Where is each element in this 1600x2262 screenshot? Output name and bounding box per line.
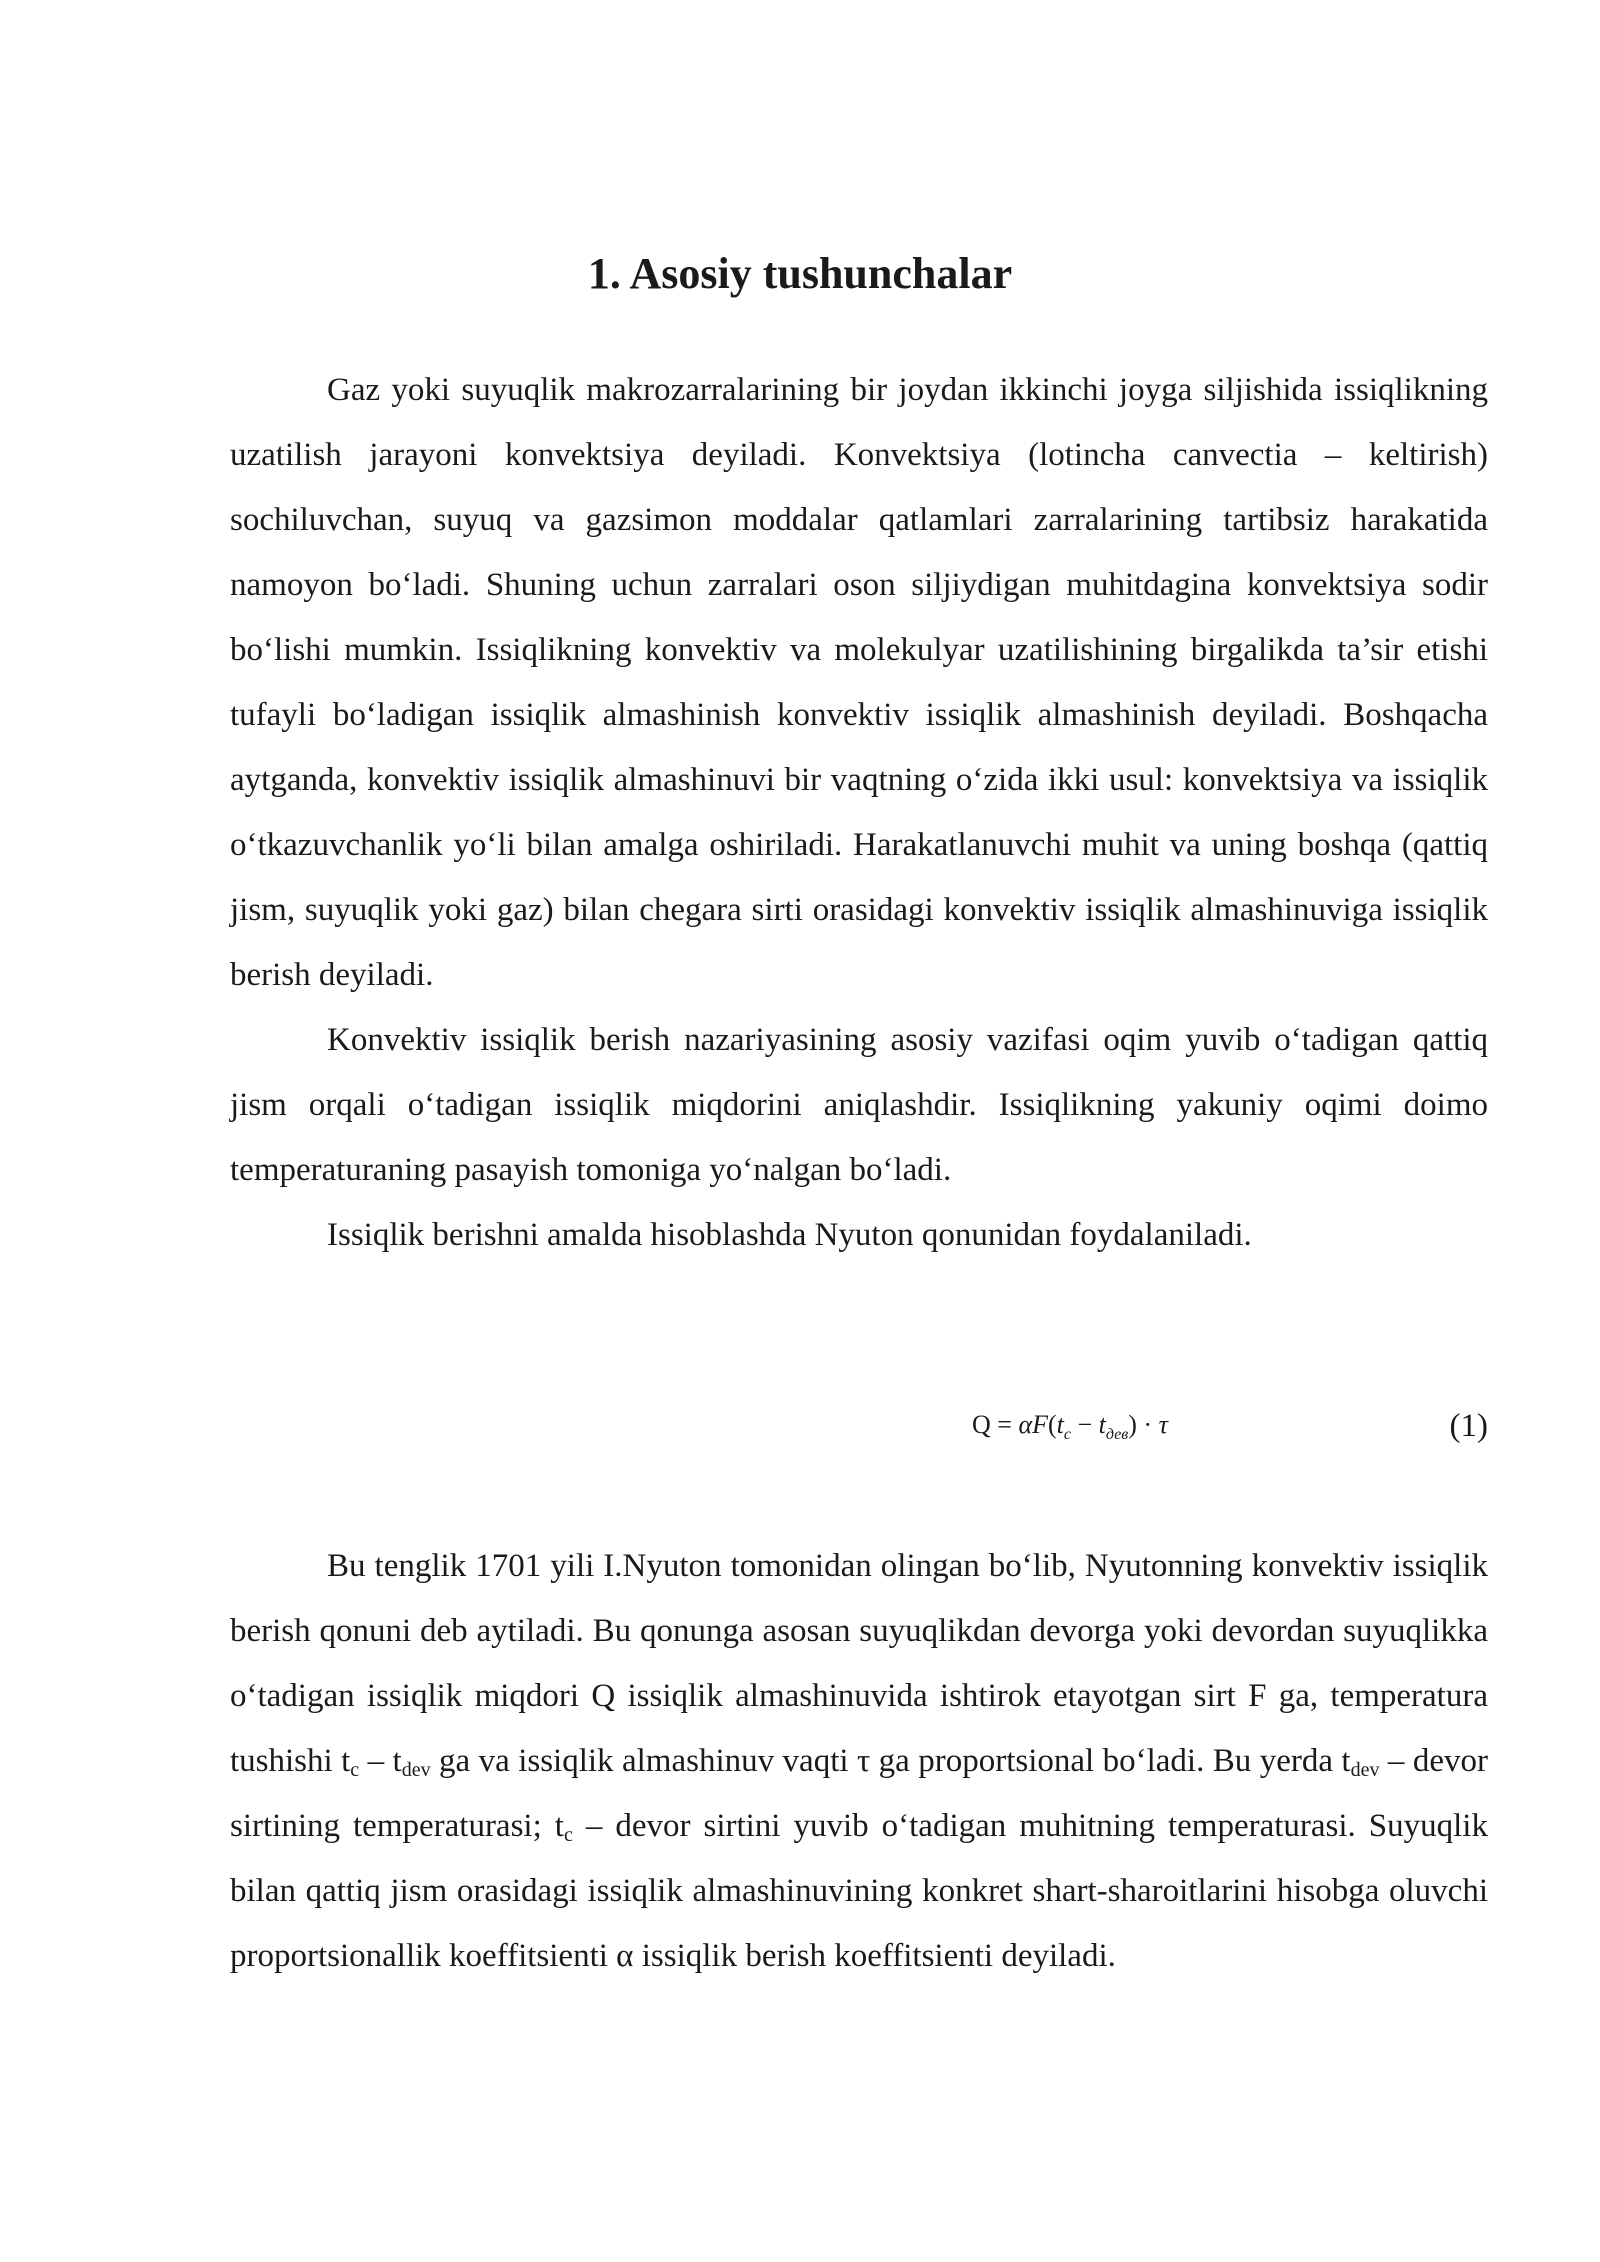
intro-text-block <box>230 358 1488 1268</box>
section-title: 1. Asosiy tushunchalar <box>587 249 1013 298</box>
newton-formula <box>230 1398 1488 1458</box>
paragraph-newton-law-intro: Issiqlik berishni amalda hisoblashda Nyuton qonunidan foydalaniladi. <box>327 1217 1252 1253</box>
paragraph-theory-task: Konvektiv issiqlik berish nazariyasining asosiy vazifasi oqim yuvib o‘tadigan qattiq jism orqali o‘tadigan issiqlik miqdorini aniqlashdir. Issiqlikning yakuniy oqimi doimo temperaturaning pasayish tomoniga yo‘nalgan bo‘ladi. <box>230 1022 1488 1188</box>
paragraph-convection-definition: Gaz yoki suyuqlik makrozarralarining bir joydan ikkinchi joyga siljishida issiqlikning uzatilish jarayoni konvektsiya deyiladi. Konvektsiya (lotincha canvectia – keltirish) sochiluvchan, suyuq va gazsimon moddalar qatlamlari zarralarining tartibsiz harakatida namoyon bo‘ladi. Shuning uchun zarralari oson siljiydigan muhitdagina konvektsiya sodir bo‘lishi mumkin. Issiqlikning konvektiv va molekulyar uzatilishining birgalikda ta’sir etishi tufayli bo‘ladigan issiqlik almashinish konvektiv issiqlik almashinish deyiladi. Boshqacha aytganda, konvektiv issiqlik almashinuvi bir vaqtning o‘zida ikki usul: konvektsiya va issiqlik o‘tkazuvchanlik yo‘li bilan amalga oshiriladi. Harakatlanuvchi muhit va uning boshqa (qattiq jism, suyuqlik yoki gaz) bilan chegara sirti orasidagi konvektiv issiqlik almashinuviga issiqlik berish deyiladi. <box>230 372 1488 993</box>
formula-number: (1) <box>1449 1408 1488 1444</box>
newton-law-text-block <box>230 1534 1488 1989</box>
formula-expression: $Q = \alpha F(t_c - t_{дев}) \cdot \tau$ <box>972 1410 1168 1444</box>
paragraph-newton-law-explanation: Bu tenglik 1701 yili I.Nyuton tomonidan olingan bo‘lib, Nyutonning konvektiv issiqlik berish qonuni deb aytiladi. Bu qonunga asosan suyuqlikdan devorga yoki devordan suyuqlikka o‘tadigan issiqlik miqdori Q issiqlik almashinuvida ishtirok etayotgan sirt F ga, temperatura tushishi $t_c - t_{dev}$ ga va issiqlik almashinuv vaqti τ ga proportsional bo‘ladi. Bu yerda $t_{dev}$ – devor sirtining temperaturasi; $t_c$ – devor sirtini yuvib o‘tadigan muhitning temperaturasi. Suyuqlik bilan qattiq jism orasidagi issiqlik almashinuvining konkret shart-sharoitlarini hisobga oluvchi proportsionallik koeffitsienti α issiqlik berish koeffitsienti deyiladi. <box>230 1548 1488 1974</box>
